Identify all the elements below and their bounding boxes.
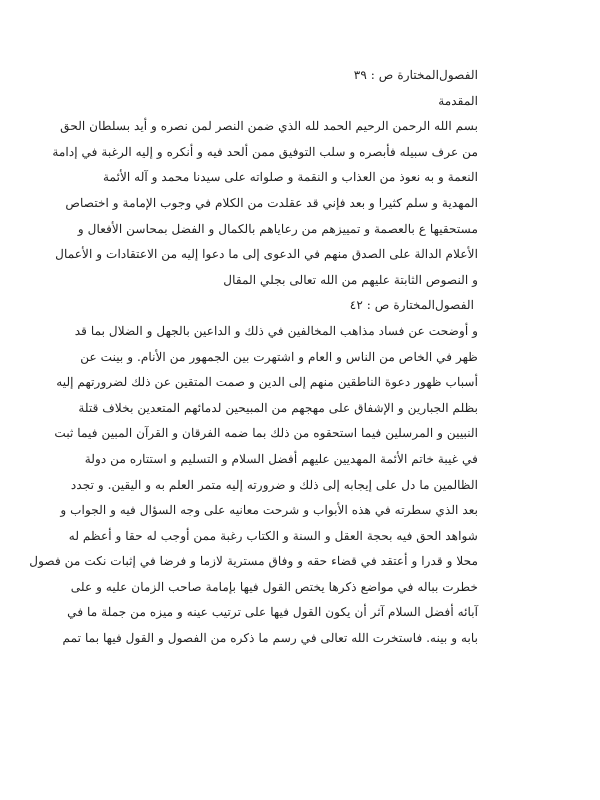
page-reference-42: الفصول‌المختارة ص : ٤٢ <box>349 298 474 313</box>
text-line: في غيبة خاتم الأئمة المهديين عليهم أفضل السلام و التسليم و استتاره من دولة <box>84 451 478 466</box>
text-line: بسم الله الرحمن الرحيم الحمد لله الذي ضمن النصر لمن نصره و أيد بسلطان الحق <box>60 119 478 134</box>
text-line: بابه و بينه. فاستخرت الله تعالى في رسم ما ذكره من الفصول و القول فيها بما تمم <box>62 631 478 646</box>
section-title-introduction: المقدمة <box>438 93 478 108</box>
text-line: من عرف سبيله فأبصره و سلب التوفيق ممن ألحد فيه و أنكره و إليه الرغبة في إدامة <box>52 144 478 159</box>
text-line: آبائه أفضل السلام آثر أن يكون القول فيها على ترتيب عينه و ميزه من جملة ما في <box>67 605 478 620</box>
text-line: خطرت بباله في مواضع ذكرها يختص القول فيها بإمامة صاحب الزمان عليه و على <box>70 579 478 594</box>
text-line: النبيين و المرسلين فيما استحقوه من ذلك بما ضمه الفرقان و القرآن المبين فيما ثبت <box>54 426 478 441</box>
text-line: شواهد الحق فيه بحجة العقل و السنة و الكتاب رغبة ممن أوجب له حقا و أعظم له <box>68 528 478 543</box>
text-line: محلا و قدرا و أعتقد في قضاء حقه و وفاق مسترية لازما و فرضا في إثبات نكت من فصول <box>29 554 478 569</box>
text-line: الظالمين ما دل على إيجابه إلى ذلك و ضرورته إليه متمر العلم به و اليقين. و تجدد <box>70 477 478 492</box>
text-line: و النصوص الثابتة عليهم من الله تعالى بجلي المقال <box>223 272 478 287</box>
text-line: ظهر في الخاص من الناس و العام و اشتهرت بين الجمهور من الأنام. و بينت عن <box>80 349 478 364</box>
page-reference-39: الفصول‌المختارة ص : ٣٩ <box>353 68 478 82</box>
text-line: بظلم الجبارين و الإشفاق على مهجهم من المبيحين لدمائهم المتعدين بخلاف قتلة <box>78 400 478 415</box>
text-line: المهدية و سلم كثيرا و بعد فإني قد عقلدت من الكلام في وجوب الإمامة و اختصاص <box>65 195 478 210</box>
text-line: بعد الذي سطرته في هذه الأبواب و شرحت معانيه على وجه السؤال فيه و الجواب و <box>60 503 478 518</box>
text-line: النعمة و به نعوذ من العذاب و النقمة و صلواته على سيدنا محمد و آله الأئمة <box>102 170 478 185</box>
document-text <box>29 63 478 652</box>
text-line: أسباب ظهور دعوة الناطقين منهم إلى الدين و صمت المتقين عن ذلك لضرورتهم إليه <box>56 375 478 390</box>
text-line: الأعلام الدالة على الصدق منهم في الدعوى إلى ما دعوا إليه من الاعتقادات و الأعمال <box>55 247 478 262</box>
text-line: و أوضحت عن فساد مذاهب المخالفين في ذلك و الداعين بالجهل و الضلال بما قد <box>74 323 478 338</box>
text-line: مستحقيها ع بالعصمة و تمييزهم من رعاياهم بالكمال و الفضل بمحاسن الأفعال و <box>77 221 478 236</box>
